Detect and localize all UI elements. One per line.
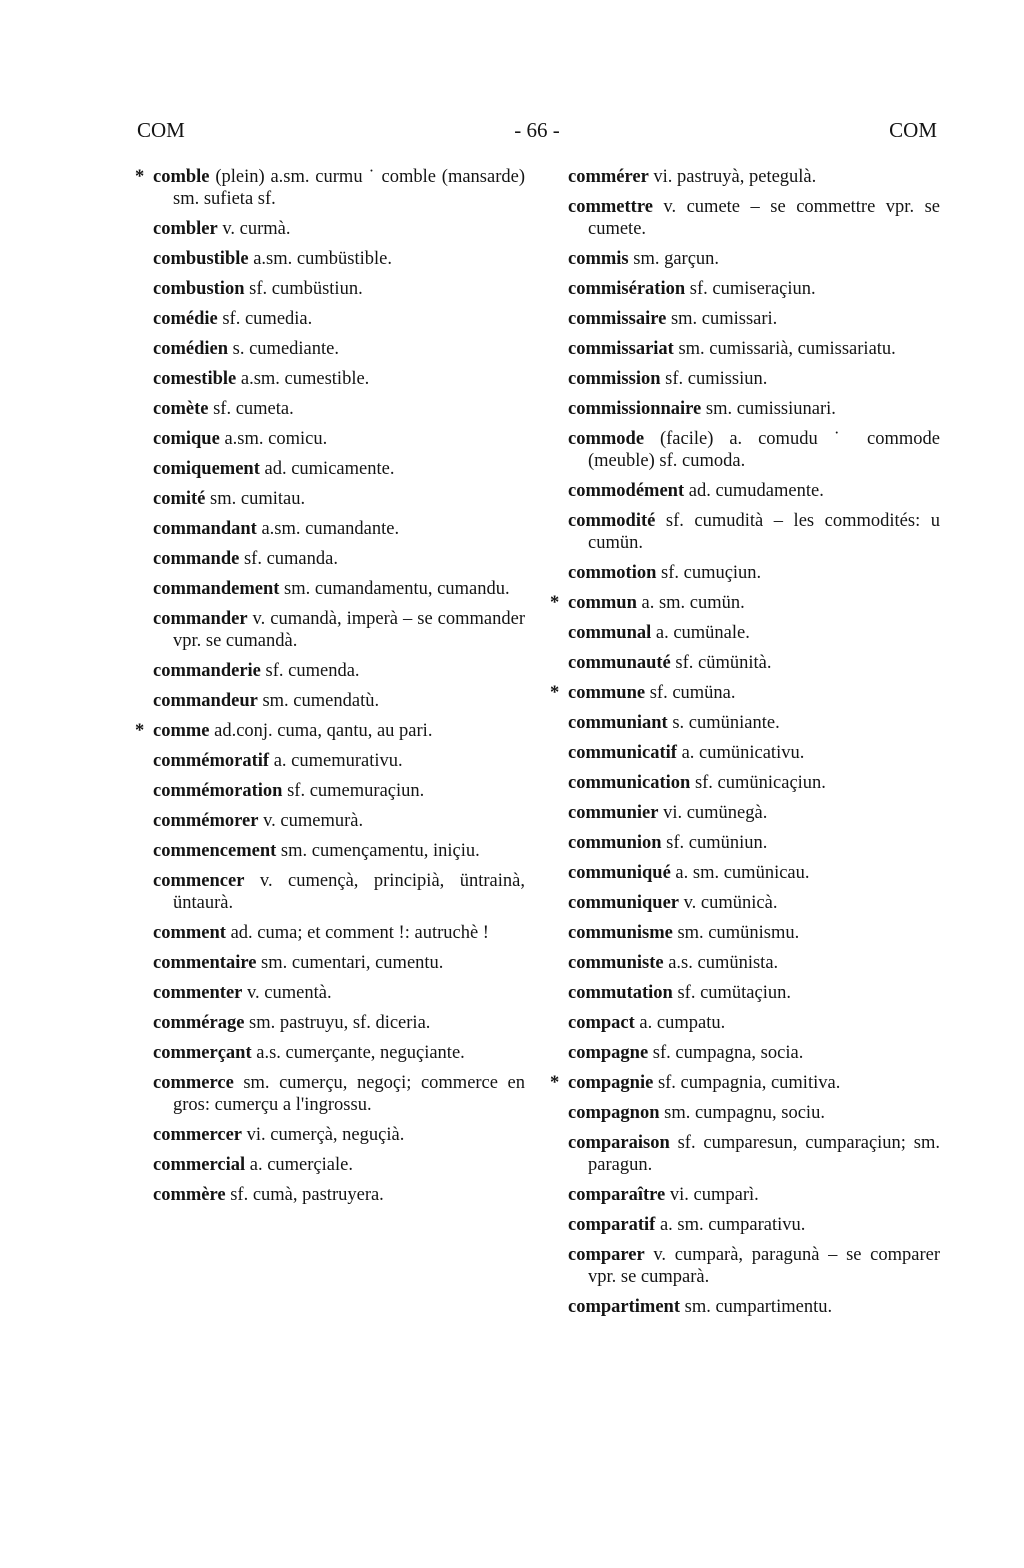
dictionary-entry [153,952,525,974]
dictionary-entry [153,548,525,570]
dictionary-entry [153,870,525,914]
entry-headword: commenter [153,983,243,1003]
entry-definition: a. sm. cumünicau. [670,863,810,883]
entry-definition: a. cumpatu. [634,1013,726,1033]
dictionary-entry [153,1042,525,1064]
entry-headword: communication [568,773,691,793]
entry-definition: sm. pastruyu, sf. diceria. [244,1013,431,1033]
dictionary-entry [568,510,940,554]
dictionary-entry [550,592,940,614]
dictionary-entry [153,218,525,240]
entry-headword: communisme [568,923,673,943]
entry-headword: commissaire [568,309,667,329]
entry-headword: commère [153,1185,226,1205]
entry-definition: sf. cumissiun. [660,369,768,389]
entry-definition: vi. cumünegà. [658,803,768,823]
entry-headword: commun [568,593,637,613]
entry-headword: commémoratif [153,751,270,771]
entry-definition: sm. cumissarià, cumissariatu. [673,339,896,359]
entry-definition: v. cumparà, paragunà – se comparer vpr. se cumparà. [588,1245,940,1287]
entry-headword: combler [153,219,218,239]
dictionary-entry [568,1184,940,1206]
entry-definition: sf. cumà, pastruyera. [225,1185,384,1205]
entry-definition: v. cumentà. [242,983,332,1003]
entry-definition: sf. cumanda. [239,549,338,569]
entry-definition: a. cumünicativu. [676,743,805,763]
dictionary-entry [153,1012,525,1034]
entry-headword: commission [568,369,661,389]
entry-headword: compartiment [568,1297,680,1317]
entry-definition: a. cumerçiale. [245,1155,353,1175]
dictionary-entry [568,1214,940,1236]
entry-definition: v. cumandà, imperà – se commander vpr. se cumandà. [173,609,525,651]
entry-definition: sm. cumissari. [666,309,778,329]
dictionary-entry [568,742,940,764]
entry-headword: commercial [153,1155,246,1175]
dictionary-entry [153,308,525,330]
entry-definition: sf. cumeta. [208,399,294,419]
entry-definition: sm. cumpagnu, sociu. [659,1103,825,1123]
entry-definition: sf. cumünicaçiun. [690,773,826,793]
entry-headword: commissionnaire [568,399,702,419]
dictionary-entry [153,398,525,420]
entry-headword: comparaison [568,1133,670,1153]
dictionary-entry [568,772,940,794]
dictionary-entry [568,248,940,270]
dictionary-entry [568,1042,940,1064]
entry-definition: (plein) a.sm. curmu ˙ comble (mansarde) sm. sufieta sf. [173,167,525,209]
entry-headword: comiquement [153,459,260,479]
entry-headword: comestible [153,369,237,389]
dictionary-entry [568,922,940,944]
entry-definition: sm. cumünismu. [672,923,800,943]
entry-definition: v. cumençà, principià, üntrainà, üntaurà. [173,871,525,913]
entry-headword: communiant [568,713,668,733]
dictionary-entry [153,368,525,390]
entry-definition: sm. cumitau. [205,489,306,509]
dictionary-entry [568,338,940,360]
entry-definition: ad. cumicamente. [259,459,395,479]
dictionary-entry [153,840,525,862]
entry-headword: commisération [568,279,686,299]
dictionary-entry [153,488,525,510]
entry-definition: sf. cumbüstiun. [244,279,363,299]
entry-definition: v. cumete – se commettre vpr. se cumete. [588,197,940,239]
entry-headword: comparatif [568,1215,656,1235]
dictionary-entry [153,660,525,682]
dictionary-entry [135,166,525,210]
entry-definition: sf. cumüna. [645,683,736,703]
entry-definition: v. curmà. [217,219,291,239]
dictionary-entry [550,682,940,704]
entry-definition: a. sm. cumparativu. [655,1215,806,1235]
entry-headword: commérer [568,167,649,187]
right-column [550,166,940,1326]
entry-headword: compagnie [568,1073,654,1093]
entry-definition: vi. cumparì. [665,1185,759,1205]
entry-headword: combustion [153,279,245,299]
entry-definition: sf. cumütaçiun. [672,983,791,1003]
entry-definition: sf. cumedia. [217,309,313,329]
entry-headword: commentaire [153,953,257,973]
entry-headword: commandeur [153,691,258,711]
entry-definition: vi. pastruyà, petegulà. [648,167,817,187]
dictionary-entry [153,428,525,450]
dictionary-entry [568,712,940,734]
entry-definition: sf. cumemuraçiun. [282,781,425,801]
dictionary-entry [550,1072,940,1094]
entry-headword: communiste [568,953,664,973]
entry-headword: commerçant [153,1043,252,1063]
entry-headword: compagne [568,1043,649,1063]
entry-definition: sf. cumpagna, socia. [648,1043,804,1063]
dictionary-entry [153,458,525,480]
entry-star-marker: * [550,683,560,703]
entry-headword: commercer [153,1125,243,1145]
entry-headword: comète [153,399,209,419]
page-number: - 66 - [514,118,560,142]
entry-headword: commencement [153,841,277,861]
entry-definition: vi. cumerçà, neguçià. [242,1125,405,1145]
entry-definition: a.sm. cumandante. [256,519,400,539]
entry-headword: commémorer [153,811,259,831]
dictionary-entry [153,690,525,712]
entry-star-marker: * [135,721,145,741]
header-left-guideword: COM [137,118,185,142]
entry-definition: sf. cumiseraçiun. [685,279,816,299]
dictionary-entry [153,278,525,300]
entry-headword: commode [568,429,645,449]
dictionary-entry [153,982,525,1004]
dictionary-entry [153,1154,525,1176]
entry-headword: comparaître [568,1185,666,1205]
entry-headword: communiquer [568,893,679,913]
entry-definition: sf. cumparesun, cumparaçiun; sm. paragun. [588,1133,940,1175]
entry-headword: commandant [153,519,257,539]
dictionary-entry [135,720,525,742]
entry-headword: commis [568,249,629,269]
dictionary-entry [153,1072,525,1116]
entry-definition: s. cumüniante. [667,713,780,733]
entry-headword: commérage [153,1013,245,1033]
entry-headword: commencer [153,871,245,891]
dictionary-entry [153,608,525,652]
entry-definition: (facile) a. comudu ˙ commode (meuble) sf. cumoda. [588,429,940,471]
dictionary-entry [568,982,940,1004]
dictionary-entry [568,562,940,584]
entry-definition: sm. cumissiunari. [701,399,836,419]
entry-definition: a.s. cumünista. [663,953,779,973]
entry-headword: commémoration [153,781,283,801]
entry-definition: a.s. cumerçante, neguçiante. [251,1043,465,1063]
header-right-guideword: COM [889,118,937,142]
dictionary-entry [153,248,525,270]
entry-headword: commissariat [568,339,674,359]
dictionary-entry [568,622,940,644]
entry-definition: sm. cumandamentu, cumandu. [279,579,510,599]
dictionary-entry [568,308,940,330]
dictionary-entry [153,1184,525,1206]
dictionary-entry [153,338,525,360]
entry-headword: comparer [568,1245,645,1265]
entry-headword: commune [568,683,646,703]
entry-headword: communal [568,623,652,643]
entry-definition: sm. cumendatù. [257,691,380,711]
entry-headword: commandement [153,579,280,599]
entry-definition: v. cumemurà. [258,811,364,831]
entry-headword: comédien [153,339,229,359]
entry-headword: communiqué [568,863,671,883]
dictionary-entry [153,518,525,540]
entry-headword: commander [153,609,248,629]
entry-headword: commerce [153,1073,234,1093]
dictionary-entry [153,578,525,600]
entry-headword: comble [153,167,210,187]
entry-definition: sm. cumentari, cumentu. [256,953,444,973]
entry-definition: sm. cumençamentu, iniçiu. [276,841,480,861]
dictionary-entry [568,368,940,390]
entry-definition: a. cumemurativu. [269,751,403,771]
dictionary-entry [568,398,940,420]
page-header [0,118,1024,148]
entry-headword: commodément [568,481,685,501]
entry-headword: commanderie [153,661,261,681]
dictionary-entry [568,166,940,188]
dictionary-entry [568,1012,940,1034]
entry-definition: s. cumediante. [228,339,339,359]
dictionary-entry [153,750,525,772]
dictionary-entry [568,802,940,824]
entry-headword: communier [568,803,659,823]
entry-headword: combustible [153,249,249,269]
dictionary-entry [568,196,940,240]
entry-definition: ad. cumudamente. [684,481,824,501]
entry-star-marker: * [135,167,145,187]
dictionary-entry [568,1132,940,1176]
entry-headword: commettre [568,197,653,217]
entry-headword: compagnon [568,1103,660,1123]
entry-headword: communauté [568,653,671,673]
entry-headword: communicatif [568,743,677,763]
entry-definition: ad.conj. cuma, qantu, au pari. [209,721,433,741]
entry-definition: sf. cumenda. [260,661,360,681]
entry-star-marker: * [550,1073,560,1093]
dictionary-entry [153,780,525,802]
dictionary-entry [568,480,940,502]
entry-definition: a.sm. cumestible. [236,369,370,389]
entry-headword: comité [153,489,206,509]
dictionary-entry [568,278,940,300]
entry-headword: comme [153,721,210,741]
entry-headword: communion [568,833,662,853]
entry-headword: comédie [153,309,218,329]
entry-definition: sm. cumerçu, negoçi; commerce en gros: cumerçu a l'ingrossu. [173,1073,525,1115]
entry-definition: sf. cumpagnia, cumitiva. [653,1073,841,1093]
dictionary-entry [153,1124,525,1146]
entry-definition: sm. cumpartimentu. [680,1297,833,1317]
dictionary-entry [568,862,940,884]
dictionary-entry [153,922,525,944]
entry-definition: sf. cumüniun. [661,833,768,853]
entry-headword: commodité [568,511,656,531]
dictionary-entry [568,1244,940,1288]
entry-star-marker: * [550,593,560,613]
entry-definition: sm. garçun. [628,249,720,269]
entry-headword: comment [153,923,226,943]
entry-headword: comique [153,429,220,449]
dictionary-entry [568,952,940,974]
dictionary-entry [568,832,940,854]
entry-headword: commotion [568,563,657,583]
dictionary-entry [568,652,940,674]
dictionary-entry [568,1102,940,1124]
entry-definition: ad. cuma; et comment !: autruchè ! [225,923,489,943]
entry-headword: commande [153,549,240,569]
entry-definition: a.sm. cumbüstible. [248,249,392,269]
entry-definition: a. sm. cumün. [636,593,745,613]
dictionary-entry [568,428,940,472]
left-column [135,166,525,1214]
entry-definition: a. cumünale. [651,623,750,643]
entry-headword: commutation [568,983,673,1003]
entry-definition: sf. cümünità. [670,653,772,673]
entry-definition: sf. cumudità – les commodités: u cumün. [588,511,940,553]
entry-definition: v. cumünicà. [679,893,778,913]
entry-definition: a.sm. comicu. [219,429,328,449]
entry-headword: compact [568,1013,635,1033]
dictionary-entry [153,810,525,832]
entry-definition: sf. cumuçiun. [656,563,762,583]
dictionary-entry [568,1296,940,1318]
dictionary-entry [568,892,940,914]
